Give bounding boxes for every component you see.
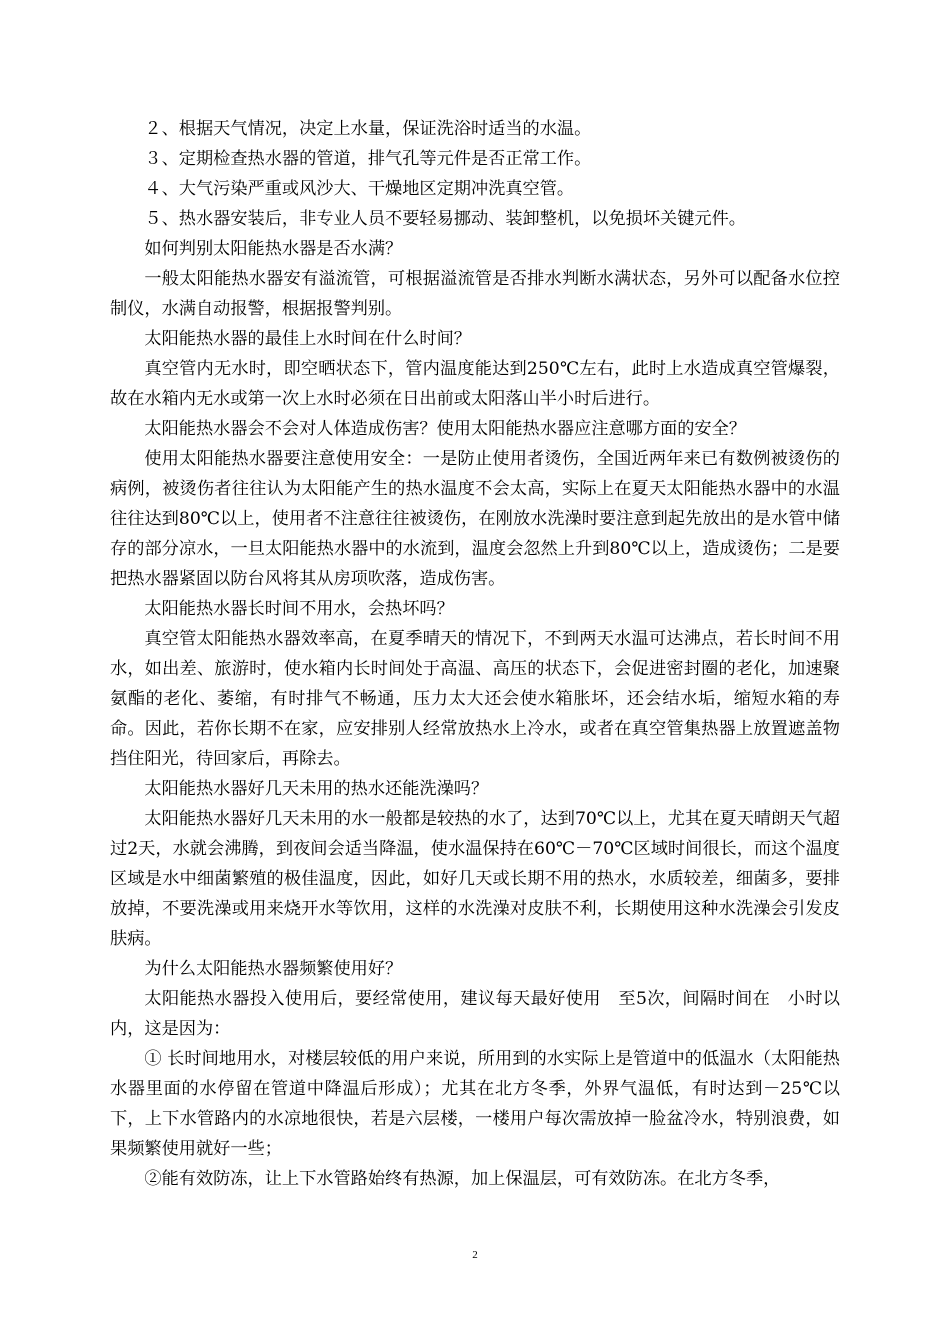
list-item-4: ４、大气污染严重或风沙大、干燥地区定期冲洗真空管。 [144, 179, 575, 199]
answer-water-full: 一般太阳能热水器安有溢流管，可根据溢流管是否排水判断水满状态，另外可以配备水位控制仪，水满自动报警，根据报警判别。 [110, 269, 840, 319]
list-item-2: ２、根据天气情况，决定上水量，保证洗浴时适当的水温。 [144, 119, 592, 139]
answer-long-idle: 真空管太阳能热水器效率高，在夏季晴天的情况下，不到两天水温可达沸点，若长时间不用水，如出差、旅游时，使水箱内长时间处于高温、高压的状态下，会促进密封圈的老化，加速聚氨酯的老化、萎缩，有时排气不畅通，压力太大还会使水箱胀坏，还会结水垢，缩短水箱的寿命。因此，若你长期不在家，应安排别人经常放热水上冷水，或者在真空管集热器上放置遮盖物挡住阳光，待回家后，再除去。 [110, 629, 840, 769]
answer-old-hot-water: 太阳能热水器好几天未用的水一般都是较热的水了，达到70℃以上，尤其在夏天晴朗天气超过2天，水就会沸腾，到夜间会适当降温，使水温保持在60℃－70℃区域时间很长，而这个温度区域是水中细菌繁殖的极佳温度，因此，如好几天或长期不用的热水，水质较差，细菌多，要排放掉，不要洗澡或用来烧开水等饮用，这样的水洗澡对皮肤不利，长期使用这种水洗澡会引发皮肤病。 [110, 809, 840, 949]
question-best-fill-time: 太阳能热水器的最佳上水时间在什么时间？ [144, 329, 471, 349]
question-frequent-use: 为什么太阳能热水器频繁使用好？ [144, 959, 403, 979]
answer-best-fill-time: 真空管内无水时，即空晒状态下，管内温度能达到250℃左右，此时上水造成真空管爆裂，故在水箱内无水或第一次上水时必须在日出前或太阳落山半小时后进行。 [110, 359, 840, 409]
list-item-5: ５、热水器安装后，非专业人员不要轻易挪动、装卸整机，以免损坏关键元件。 [144, 209, 746, 229]
reason-item-2: ②能有效防冻，让上下水管路始终有热源，加上保温层，可有效防冻。在北方冬季， [144, 1169, 781, 1189]
page-number: 2 [472, 1249, 478, 1261]
reason-item-1: ① 长时间地用水，对楼层较低的用户来说，所用到的水实际上是管道中的低温水（太阳能热水器里面的水停留在管道中降温后形成）；尤其在北方冬季，外界气温低，有时达到－25℃以下，上下水管路内的水凉地很快，若是六层楼，一楼用户每次需放掉一脸盆冷水，特别浪费，如果频繁使用就好一些； [110, 1049, 840, 1159]
answer-safety: 使用太阳能热水器要注意使用安全：一是防止使用者烫伤，全国近两年来已有数例被烫伤的病例，被烫伤者往往认为太阳能产生的热水温度不会太高，实际上在夏天太阳能热水器中的水温往往达到80℃以上，使用者不注意往往被烫伤，在刚放水洗澡时要注意到起先放出的是水管中储存的部分凉水，一旦太阳能热水器中的水流到，温度会忽然上升到80℃以上，造成烫伤；二是要把热水器紧固以防台风将其从房项吹落，造成伤害。 [110, 449, 840, 589]
question-water-full: 如何判别太阳能热水器是否水满？ [144, 239, 403, 259]
page-body [110, 114, 840, 1194]
list-item-3: ３、定期检查热水器的管道，排气孔等元件是否正常工作。 [144, 149, 592, 169]
question-old-hot-water: 太阳能热水器好几天未用的热水还能洗澡吗？ [144, 779, 489, 799]
answer-frequent-use: 太阳能热水器投入使用后，要经常使用，建议每天最好使用 至5次，间隔时间在 小时以内，这是因为： [110, 989, 840, 1039]
question-safety: 太阳能热水器会不会对人体造成伤害？使用太阳能热水器应注意哪方面的安全？ [144, 419, 746, 439]
question-long-idle: 太阳能热水器长时间不用水，会热坏吗？ [144, 599, 454, 619]
